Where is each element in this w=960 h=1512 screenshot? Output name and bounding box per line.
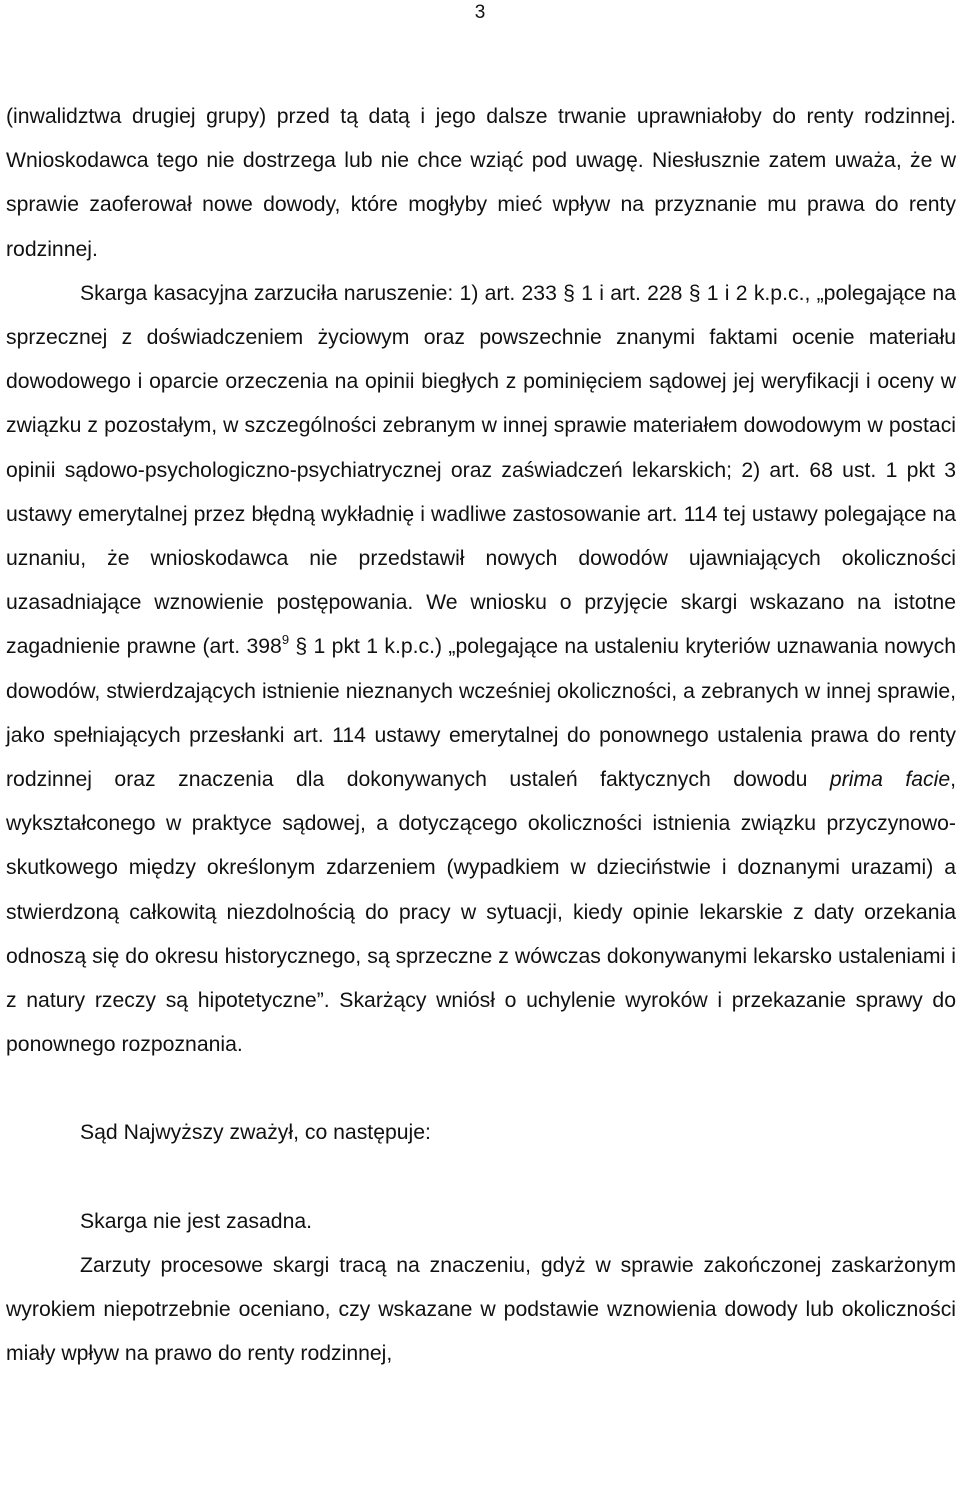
latin-phrase: prima facie — [829, 768, 951, 792]
complaint-text-part-1: Skarga kasacyjna zarzuciła naruszenie: 1) art. 233 § 1 i art. 228 § 1 i 2 k.p.c., „polegające na sprzecznej z doświadczeniem życiowym oraz powszechnie znanymi faktami ocenie materiału dowodowego i oparcie orzeczenia na opinii biegłych z pominięciem sądowej jej weryfikacji i oceny w związku z pozostałym, w szczególności zebranym w innej sprawie materiałem dowodowym w postaci opinii sądowo-psychologiczno-psychiatrycznej oraz zaświadczeń lekarskich; 2) art. 68 ust. 1 pkt 3 ustawy emerytalnej przez błędną wykładnię i wadliwe zastosowanie art. 114 tej ustawy polegające na uznaniu, że wnioskodawca nie przedstawił nowych dowodów ujawniających okoliczności uzasadniające wznowienie postępowania. We wniosku o przyjęcie skargi wskazano na istotne zagadnienie prawne (art. 398 — [6, 281, 956, 659]
paragraph-reasoning: Zarzuty procesowe skargi tracą na znaczeniu, gdyż w sprawie zakończonej zaskarżonym wyrokiem niepotrzebnie oceniano, czy wskazane w podstawie wznowienia dowody lub okoliczności miały wpływ na prawo do renty rodzinnej, — [6, 1253, 956, 1366]
page-number: 3 — [474, 2, 486, 23]
paragraph-cassation-complaint — [6, 272, 956, 1068]
paragraph-court-heading: Sąd Najwyższy zważył, co następuje: — [80, 1121, 431, 1145]
paragraph-verdict: Skarga nie jest zasadna. — [80, 1209, 313, 1233]
superscript-article-number: 9 — [281, 632, 290, 648]
paragraph-intro: (inwalidztwa drugiej grupy) przed tą datą i jego dalsze trwanie uprawniałoby do renty rodzinnej. Wnioskodawca tego nie dostrzega lub nie chce wziąć pod uwagę. Niesłusznie zatem uważa, że w sprawie zaoferował nowe dowody, które mogłyby mieć wpływ na przyznanie mu prawa do renty rodzinnej. — [6, 105, 956, 261]
complaint-text-part-2: § 1 pkt 1 k.p.c.) „polegające na ustaleniu kryteriów uznawania nowych dowodów, stwierdzających istnienie nieznanych wcześniej okoliczności, a zebranych w innej sprawie, jako spełniających przesłanki art. 114 ustawy emerytalnej do ponownego ustalenia prawa do renty rodzinnej oraz znaczenia dla dokonywanych ustaleń faktycznych dowodu — [6, 635, 956, 792]
complaint-text-part-3: , wykształconego w praktyce sądowej, a dotyczącego okoliczności istnienia związku przyczynowo-skutkowego między określonym zdarzeniem (wypadkiem w dzieciństwie i doznanymi urazami) a stwierdzoną całkowitą niezdolnością do pracy w sytuacji, kiedy opinie lekarskie z daty orzekania odnoszą się do okresu historycznego, są sprzeczne z wówczas dokonywanymi lekarsko ustaleniami i z natury rzeczy są hipotetyczne”. Skarżący wniósł o uchylenie wyroków i przekazanie sprawy do ponownego rozpoznania. — [6, 768, 957, 1057]
document-body — [6, 95, 956, 1376]
